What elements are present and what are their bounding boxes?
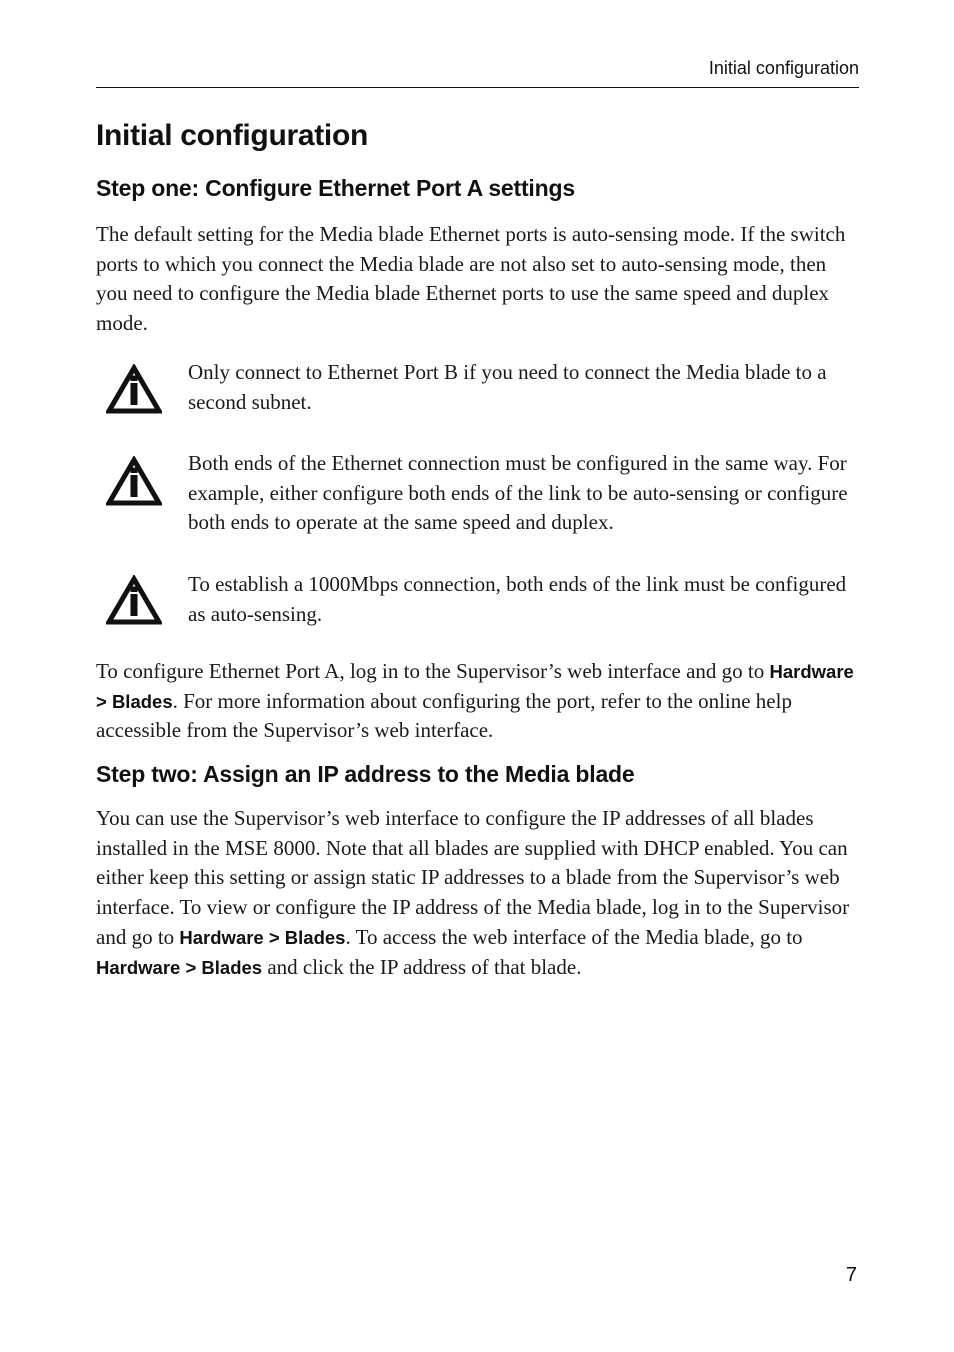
- note-both-ends: Both ends of the Ethernet connection must be configured in the same way. For example, either configure both ends of the link to be auto-sensing or configure both ends to operate at the same speed and duplex.: [188, 451, 848, 535]
- menu-path-hardware-blades: Hardware > Blades: [179, 926, 346, 948]
- document-page: [96, 0, 859, 1352]
- step-one-heading: Step one: Configure Ethernet Port A settings: [96, 175, 575, 201]
- running-header: Initial configuration: [708, 58, 859, 78]
- outro-text-after: . For more information about configuring the port, refer to the online help accessible from the Supervisor’s web interface.: [96, 688, 792, 743]
- step-two-body: [96, 804, 859, 982]
- step-one-intro: The default setting for the Media blade Ethernet ports is auto-sensing mode. If the switch ports to which you connect the Media blade are not also set to auto-sensing mode, then you need to configure the Media blade Ethernet ports to use the same speed and duplex mode.: [96, 222, 846, 336]
- header-rule: [96, 87, 859, 88]
- step-one-outro: [96, 657, 859, 746]
- step-two-text-3: and click the IP address of that blade.: [262, 954, 582, 979]
- step-two-text-2: . To access the web interface of the Media blade, go to: [345, 924, 803, 949]
- warning-triangle-icon: [106, 456, 162, 506]
- note-port-b: Only connect to Ethernet Port B if you need to connect the Media blade to a second subnet.: [188, 360, 827, 414]
- section-title: Initial configuration: [96, 119, 369, 152]
- outro-text-before: To configure Ethernet Port A, log in to the Supervisor’s web interface and go to: [96, 659, 770, 683]
- menu-path-hardware-blades: Hardware > Blades: [96, 661, 854, 712]
- step-two-heading: Step two: Assign an IP address to the Media blade: [96, 761, 635, 787]
- warning-triangle-icon: [106, 575, 162, 625]
- note-1000mbps: To establish a 1000Mbps connection, both ends of the link must be configured as auto-sensing.: [188, 572, 847, 626]
- step-two-text-1: You can use the Supervisor’s web interface to configure the IP addresses of all blades installed in the MSE 8000. Note that all blades are supplied with DHCP enabled. You can either keep this setting or assign static IP addresses to a blade from the Supervisor’s web interface. To view or configure the IP address of the Media blade, log in to the Supervisor and go to: [96, 806, 850, 949]
- menu-path-hardware-blades: Hardware > Blades: [96, 956, 263, 978]
- page-number: 7: [845, 1264, 857, 1286]
- warning-triangle-icon: [106, 364, 162, 414]
